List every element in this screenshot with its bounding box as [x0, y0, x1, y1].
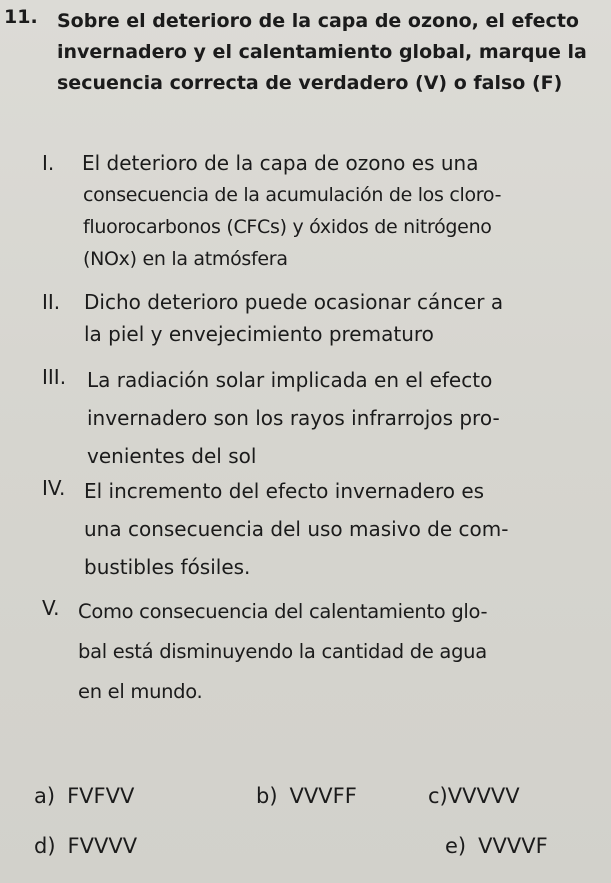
statement-line: en el mundo. [78, 680, 203, 703]
option-a[interactable] [34, 784, 134, 808]
stem-line: invernadero y el calentamiento global, marque la [57, 41, 587, 63]
statement-line: fluorocarbonos (CFCs) y óxidos de nitrógeno [83, 216, 492, 238]
stem-line: Sobre el deterioro de la capa de ozono, el efecto [57, 10, 579, 32]
statement-line: una consecuencia del uso masivo de com- [84, 517, 509, 541]
stem-line: secuencia correcta de verdadero (V) o falso (F) [57, 72, 563, 94]
statement-i [42, 147, 602, 275]
statement-iii [42, 361, 602, 475]
statement-line: bal está disminuyendo la cantidad de agua [78, 640, 487, 663]
statement-v [42, 592, 607, 712]
statement-line: la piel y envejecimiento prematuro [84, 322, 434, 346]
option-text: VVVVV [447, 784, 520, 808]
option-d[interactable] [34, 834, 137, 858]
option-letter: b) [256, 784, 278, 808]
statement-line: El incremento del efecto invernadero es [84, 479, 485, 503]
option-text: VVVVF [478, 834, 548, 858]
statement-line: La radiación solar implicada en el efecto [87, 368, 493, 392]
option-text: FVFVV [67, 784, 135, 808]
statement-label: II. [42, 290, 61, 314]
option-text: VVVFF [289, 784, 357, 808]
statement-line: invernadero son los rayos infrarrojos pro- [87, 406, 500, 430]
question-stem [57, 6, 597, 99]
option-letter: e) [445, 834, 467, 858]
statement-label: III. [42, 365, 67, 389]
statement-line: (NOx) en la atmósfera [83, 248, 288, 270]
option-c[interactable] [428, 784, 520, 808]
statement-line: Como consecuencia del calentamiento glo- [78, 600, 488, 623]
statement-line: Dicho deterioro puede ocasionar cáncer a [84, 290, 504, 314]
option-letter: c) [428, 784, 448, 808]
question-number: 11. [4, 6, 38, 28]
statement-line: El deterioro de la capa de ozono es una [82, 151, 479, 175]
statement-line: venientes del sol [87, 444, 257, 468]
statement-line: consecuencia de la acumulación de los cloro- [83, 184, 502, 206]
option-letter: d) [34, 834, 56, 858]
option-letter: a) [34, 784, 56, 808]
option-e[interactable] [445, 834, 548, 858]
statement-iv [42, 472, 602, 586]
statement-line: bustibles fósiles. [84, 555, 251, 579]
statement-label: I. [42, 151, 55, 175]
option-b[interactable] [256, 784, 357, 808]
statement-ii [42, 286, 602, 350]
statement-label: IV. [42, 476, 66, 500]
option-text: FVVVV [67, 834, 138, 858]
statement-label: V. [42, 596, 60, 620]
